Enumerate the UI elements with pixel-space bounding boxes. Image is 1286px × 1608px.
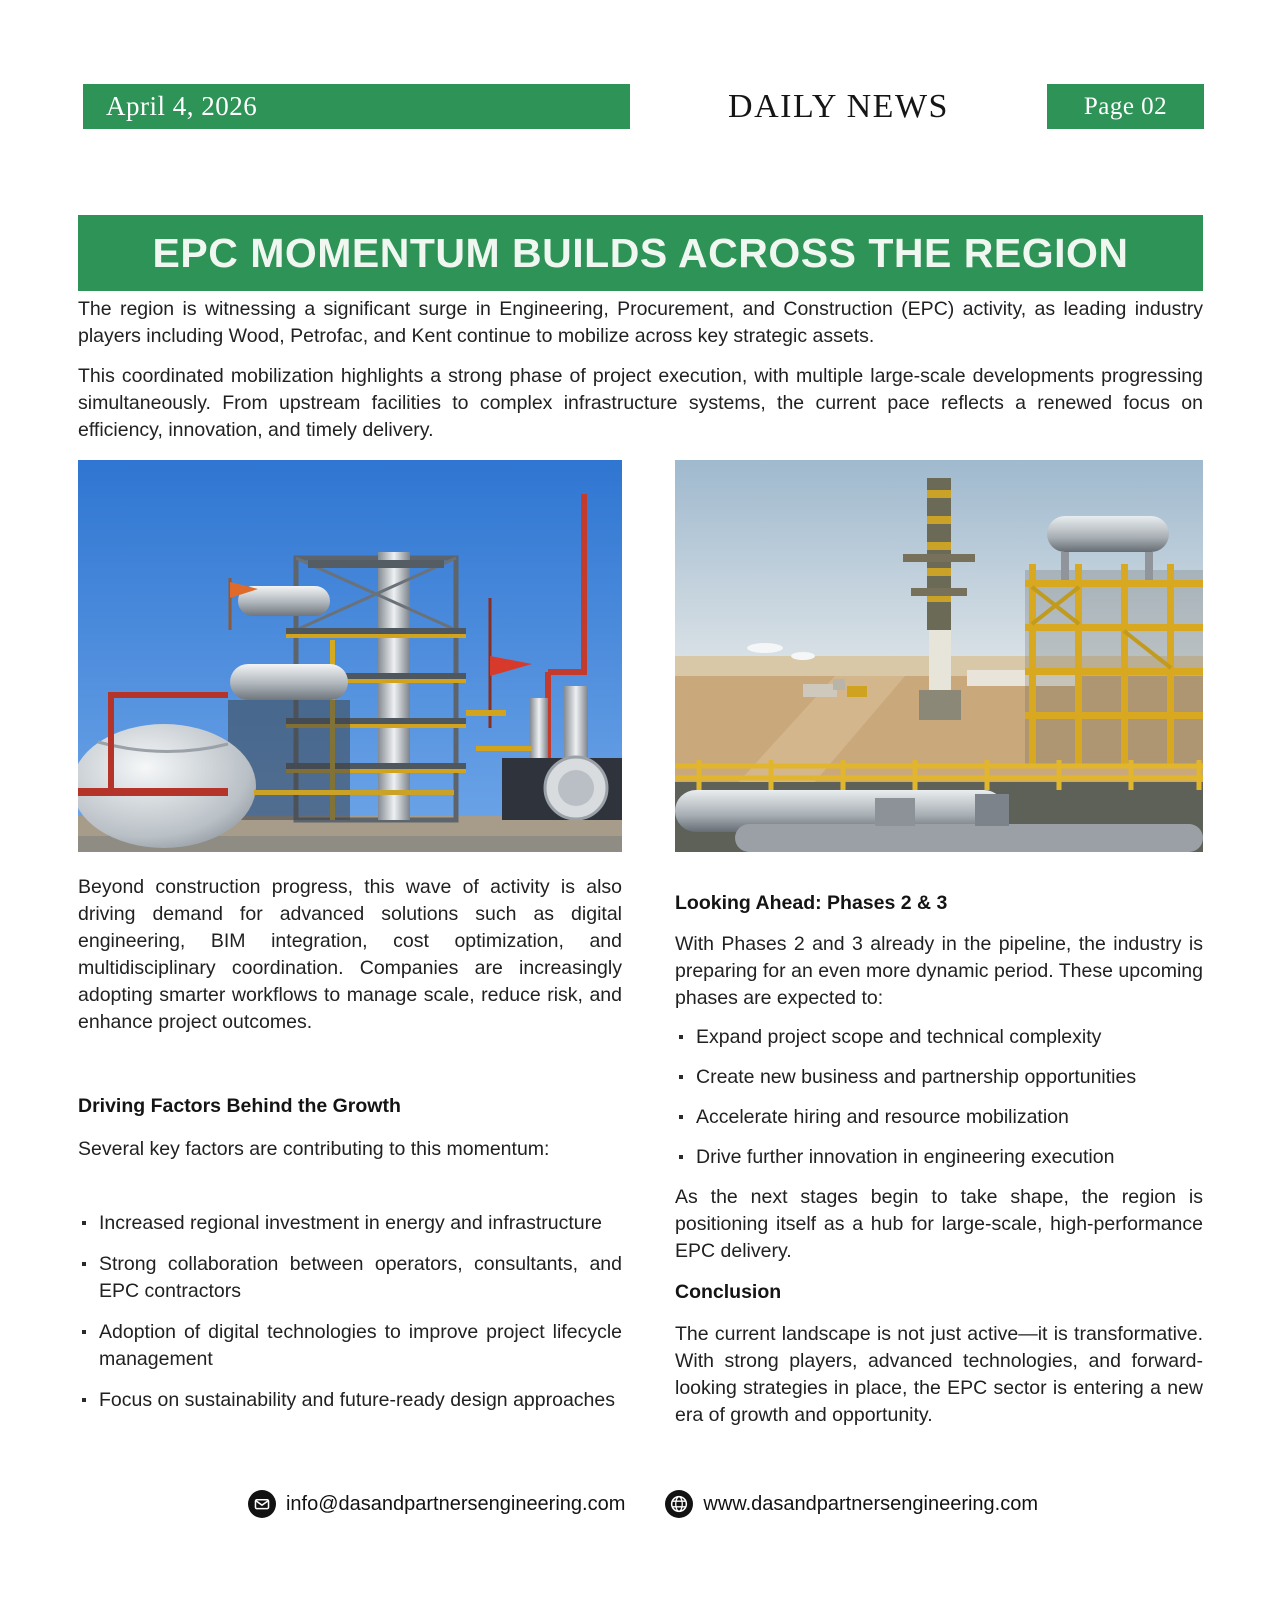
left-column	[78, 874, 622, 1429]
email-label: info@dasandpartnersengineering.com	[285, 1492, 626, 1515]
article-columns	[78, 874, 1203, 1429]
desert-plant-photo-illustration	[675, 460, 1203, 852]
refinery-photo	[78, 460, 622, 852]
page-number-badge	[1047, 84, 1204, 129]
list-item: Increased regional investment in energy and infrastructure	[78, 1210, 622, 1237]
looking-ahead-paragraph: With Phases 2 and 3 already in the pipeline, the industry is preparing for an even more dynamic period. These upcoming phases are expected to:	[675, 933, 1203, 1009]
right-column	[675, 874, 1203, 1429]
masthead	[630, 84, 1047, 129]
list-item: Accelerate hiring and resource mobilization	[675, 1104, 1203, 1131]
email-contact[interactable]	[248, 1490, 625, 1518]
masthead-label: DAILY NEWS	[728, 87, 949, 125]
list-item: Adoption of digital technologies to improve project lifecycle management	[78, 1319, 622, 1373]
email-icon	[248, 1490, 276, 1518]
page-header	[83, 84, 1204, 129]
driving-factors-lead: Several key factors are contributing to this momentum:	[78, 1138, 550, 1160]
date-label: April 4, 2026	[106, 91, 258, 121]
website-label: www.dasandpartnersengineering.com	[703, 1492, 1039, 1515]
list-item: Expand project scope and technical complexity	[675, 1024, 1203, 1051]
page-number-label: Page 02	[1083, 92, 1168, 120]
desert-plant-photo	[675, 460, 1203, 852]
date-badge	[83, 84, 630, 129]
list-item: Create new business and partnership opportunities	[675, 1064, 1203, 1091]
driving-factors-heading: Driving Factors Behind the Growth	[78, 1095, 401, 1117]
globe-icon	[665, 1490, 693, 1518]
list-item: Strong collaboration between operators, consultants, and EPC contractors	[78, 1251, 622, 1305]
headline-title: EPC MOMENTUM BUILDS ACROSS THE REGION	[152, 229, 1129, 276]
positioning-paragraph: As the next stages begin to take shape, the region is positioning itself as a hub for large-scale, high-performance EPC delivery.	[675, 1186, 1203, 1262]
refinery-photo-illustration	[78, 460, 622, 852]
list-item: Focus on sustainability and future-ready design approaches	[78, 1387, 622, 1414]
upcoming-phases-list	[675, 1024, 1203, 1171]
website-contact[interactable]	[665, 1490, 1038, 1518]
headline-banner	[78, 215, 1203, 291]
page-footer	[0, 1490, 1286, 1518]
conclusion-paragraph: The current landscape is not just active—it is transformative. With strong players, advanced technologies, and forward-looking strategies in place, the EPC sector is entering a new era of growth and opportunity.	[675, 1323, 1203, 1426]
photo-row	[78, 460, 1203, 852]
left-paragraph: Beyond construction progress, this wave of activity is also driving demand for advanced solutions such as digital engineering, BIM integration, cost optimization, and multidisciplinary coordination. Companies are increasingly adopting smarter workflows to manage scale, reduce risk, and enhance project outcomes.	[78, 876, 622, 1033]
looking-ahead-heading: Looking Ahead: Phases 2 & 3	[675, 892, 948, 914]
conclusion-heading: Conclusion	[675, 1281, 782, 1303]
intro-section	[78, 296, 1203, 444]
intro-paragraph-1: The region is witnessing a significant surge in Engineering, Procurement, and Construction (EPC) activity, as leading industry players including Wood, Petrofac, and Kent continue to mobilize across key strategic assets.	[78, 298, 1203, 347]
driving-factors-list	[78, 1210, 622, 1414]
list-item: Drive further innovation in engineering execution	[675, 1144, 1203, 1171]
intro-paragraph-2: This coordinated mobilization highlights a strong phase of project execution, with multiple large-scale developments progressing simultaneously. From upstream facilities to complex infrastructure systems, the current pace reflects a renewed focus on efficiency, innovation, and timely delivery.	[78, 365, 1203, 441]
